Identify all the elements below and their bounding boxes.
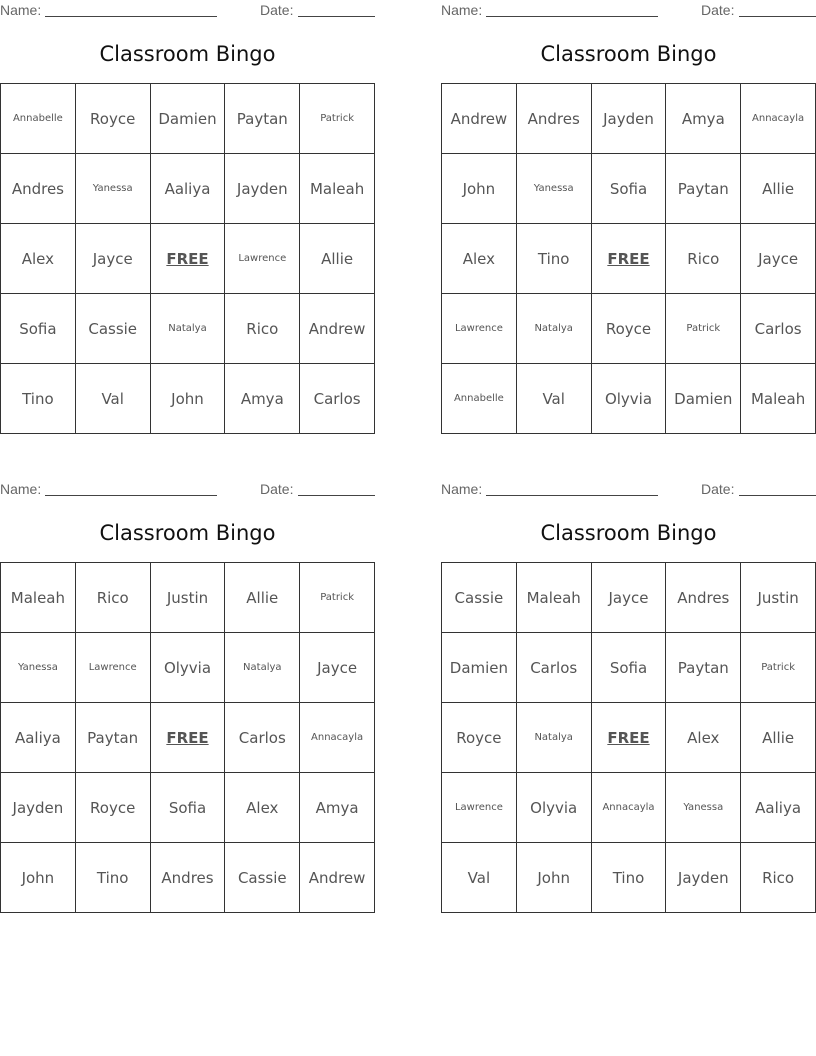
- card-header: [441, 0, 816, 22]
- bingo-cell: Patrick: [300, 563, 375, 633]
- bingo-cell: Royce: [592, 294, 667, 364]
- bingo-grid: [0, 83, 375, 434]
- date-label: Date:: [701, 2, 735, 18]
- bingo-cell: Maleah: [741, 364, 816, 434]
- bingo-cell: Patrick: [741, 633, 816, 703]
- bingo-card: [441, 0, 816, 434]
- bingo-cell: Justin: [151, 563, 226, 633]
- bingo-cell: Royce: [442, 703, 517, 773]
- bingo-cell: Natalya: [151, 294, 226, 364]
- bingo-cell: Damien: [442, 633, 517, 703]
- bingo-cell: Andrew: [300, 294, 375, 364]
- card-header: [0, 0, 375, 22]
- bingo-cell: Amya: [666, 84, 741, 154]
- bingo-cell: Alex: [1, 224, 76, 294]
- bingo-cell: Jayce: [741, 224, 816, 294]
- bingo-cell: Allie: [225, 563, 300, 633]
- bingo-cell: Natalya: [517, 294, 592, 364]
- bingo-cell: Aaliya: [741, 773, 816, 843]
- bingo-cell: Annacayla: [592, 773, 667, 843]
- bingo-cell: Royce: [76, 773, 151, 843]
- bingo-cell: John: [442, 154, 517, 224]
- date-label: Date:: [701, 481, 735, 497]
- bingo-cell: Lawrence: [76, 633, 151, 703]
- bingo-cell: Sofia: [592, 633, 667, 703]
- free-space: FREE: [151, 224, 226, 294]
- bingo-grid: [441, 83, 816, 434]
- bingo-cell: Paytan: [666, 633, 741, 703]
- free-space: FREE: [592, 703, 667, 773]
- bingo-cell: Jayden: [592, 84, 667, 154]
- bingo-cell: Sofia: [592, 154, 667, 224]
- bingo-cell: Annacayla: [300, 703, 375, 773]
- bingo-cell: Carlos: [300, 364, 375, 434]
- bingo-cell: Val: [76, 364, 151, 434]
- bingo-cell: Carlos: [517, 633, 592, 703]
- bingo-cell: Damien: [666, 364, 741, 434]
- name-label: Name:: [0, 481, 42, 497]
- bingo-cell: Annacayla: [741, 84, 816, 154]
- bingo-cell: Carlos: [741, 294, 816, 364]
- free-space: FREE: [592, 224, 667, 294]
- name-field[interactable]: [486, 495, 658, 496]
- bingo-cell: Tino: [517, 224, 592, 294]
- date-label: Date:: [260, 481, 294, 497]
- bingo-card: [441, 479, 816, 913]
- bingo-cell: Aaliya: [1, 703, 76, 773]
- bingo-cell: Lawrence: [442, 773, 517, 843]
- bingo-cell: Aaliya: [151, 154, 226, 224]
- card-title: Classroom Bingo: [540, 42, 717, 66]
- bingo-cell: Allie: [741, 703, 816, 773]
- bingo-cell: Rico: [225, 294, 300, 364]
- bingo-cell: Yanessa: [666, 773, 741, 843]
- card-title: Classroom Bingo: [540, 521, 717, 545]
- bingo-cell: Patrick: [666, 294, 741, 364]
- bingo-cell: John: [151, 364, 226, 434]
- bingo-cell: Paytan: [225, 84, 300, 154]
- date-field[interactable]: [298, 16, 375, 17]
- bingo-cell: Sofia: [151, 773, 226, 843]
- bingo-cell: Carlos: [225, 703, 300, 773]
- bingo-cell: Tino: [592, 843, 667, 913]
- bingo-cell: Tino: [76, 843, 151, 913]
- bingo-cell: Maleah: [300, 154, 375, 224]
- card-title: Classroom Bingo: [99, 521, 276, 545]
- card-header: [0, 479, 375, 501]
- bingo-cell: Andrew: [442, 84, 517, 154]
- bingo-cell: Lawrence: [442, 294, 517, 364]
- bingo-cell: Justin: [741, 563, 816, 633]
- bingo-cell: Andres: [151, 843, 226, 913]
- bingo-cell: Patrick: [300, 84, 375, 154]
- bingo-cell: Paytan: [76, 703, 151, 773]
- bingo-cell: Jayce: [592, 563, 667, 633]
- bingo-cell: Cassie: [76, 294, 151, 364]
- bingo-cell: Yanessa: [1, 633, 76, 703]
- bingo-cell: Jayden: [666, 843, 741, 913]
- bingo-cell: Olyvia: [151, 633, 226, 703]
- date-field[interactable]: [739, 495, 816, 496]
- bingo-cell: Royce: [76, 84, 151, 154]
- bingo-cell: Jayce: [76, 224, 151, 294]
- bingo-cell: Alex: [666, 703, 741, 773]
- date-label: Date:: [260, 2, 294, 18]
- bingo-cell: Jayden: [1, 773, 76, 843]
- bingo-cell: Alex: [225, 773, 300, 843]
- bingo-cell: Allie: [741, 154, 816, 224]
- name-field[interactable]: [486, 16, 658, 17]
- bingo-cell: Olyvia: [592, 364, 667, 434]
- bingo-cell: Rico: [741, 843, 816, 913]
- bingo-cell: Natalya: [517, 703, 592, 773]
- bingo-cell: Natalya: [225, 633, 300, 703]
- bingo-cell: Damien: [151, 84, 226, 154]
- card-header: [441, 479, 816, 501]
- bingo-cell: Allie: [300, 224, 375, 294]
- bingo-cell: Andres: [517, 84, 592, 154]
- bingo-cell: Paytan: [666, 154, 741, 224]
- date-field[interactable]: [298, 495, 375, 496]
- bingo-cell: Yanessa: [517, 154, 592, 224]
- bingo-cell: Val: [517, 364, 592, 434]
- bingo-cell: Maleah: [517, 563, 592, 633]
- bingo-cell: Annabelle: [442, 364, 517, 434]
- bingo-cell: Val: [442, 843, 517, 913]
- bingo-cell: Sofia: [1, 294, 76, 364]
- name-label: Name:: [0, 2, 42, 18]
- bingo-cell: Annabelle: [1, 84, 76, 154]
- name-field[interactable]: [45, 495, 217, 496]
- date-field[interactable]: [739, 16, 816, 17]
- bingo-cell: Rico: [666, 224, 741, 294]
- free-space: FREE: [151, 703, 226, 773]
- bingo-card: [0, 0, 375, 434]
- bingo-grid: [441, 562, 816, 913]
- bingo-cell: Amya: [225, 364, 300, 434]
- bingo-cell: Cassie: [225, 843, 300, 913]
- bingo-cell: Cassie: [442, 563, 517, 633]
- bingo-cell: Alex: [442, 224, 517, 294]
- bingo-card: [0, 479, 375, 913]
- bingo-cell: Lawrence: [225, 224, 300, 294]
- bingo-cell: Andres: [666, 563, 741, 633]
- name-field[interactable]: [45, 16, 217, 17]
- bingo-cell: Andrew: [300, 843, 375, 913]
- bingo-cell: Amya: [300, 773, 375, 843]
- bingo-cell: Maleah: [1, 563, 76, 633]
- bingo-cell: Andres: [1, 154, 76, 224]
- bingo-cell: John: [1, 843, 76, 913]
- bingo-cell: Jayce: [300, 633, 375, 703]
- bingo-cell: Tino: [1, 364, 76, 434]
- bingo-cell: Jayden: [225, 154, 300, 224]
- name-label: Name:: [441, 481, 483, 497]
- name-label: Name:: [441, 2, 483, 18]
- bingo-cell: Olyvia: [517, 773, 592, 843]
- bingo-cell: Yanessa: [76, 154, 151, 224]
- bingo-cell: Rico: [76, 563, 151, 633]
- card-title: Classroom Bingo: [99, 42, 276, 66]
- bingo-grid: [0, 562, 375, 913]
- bingo-cell: John: [517, 843, 592, 913]
